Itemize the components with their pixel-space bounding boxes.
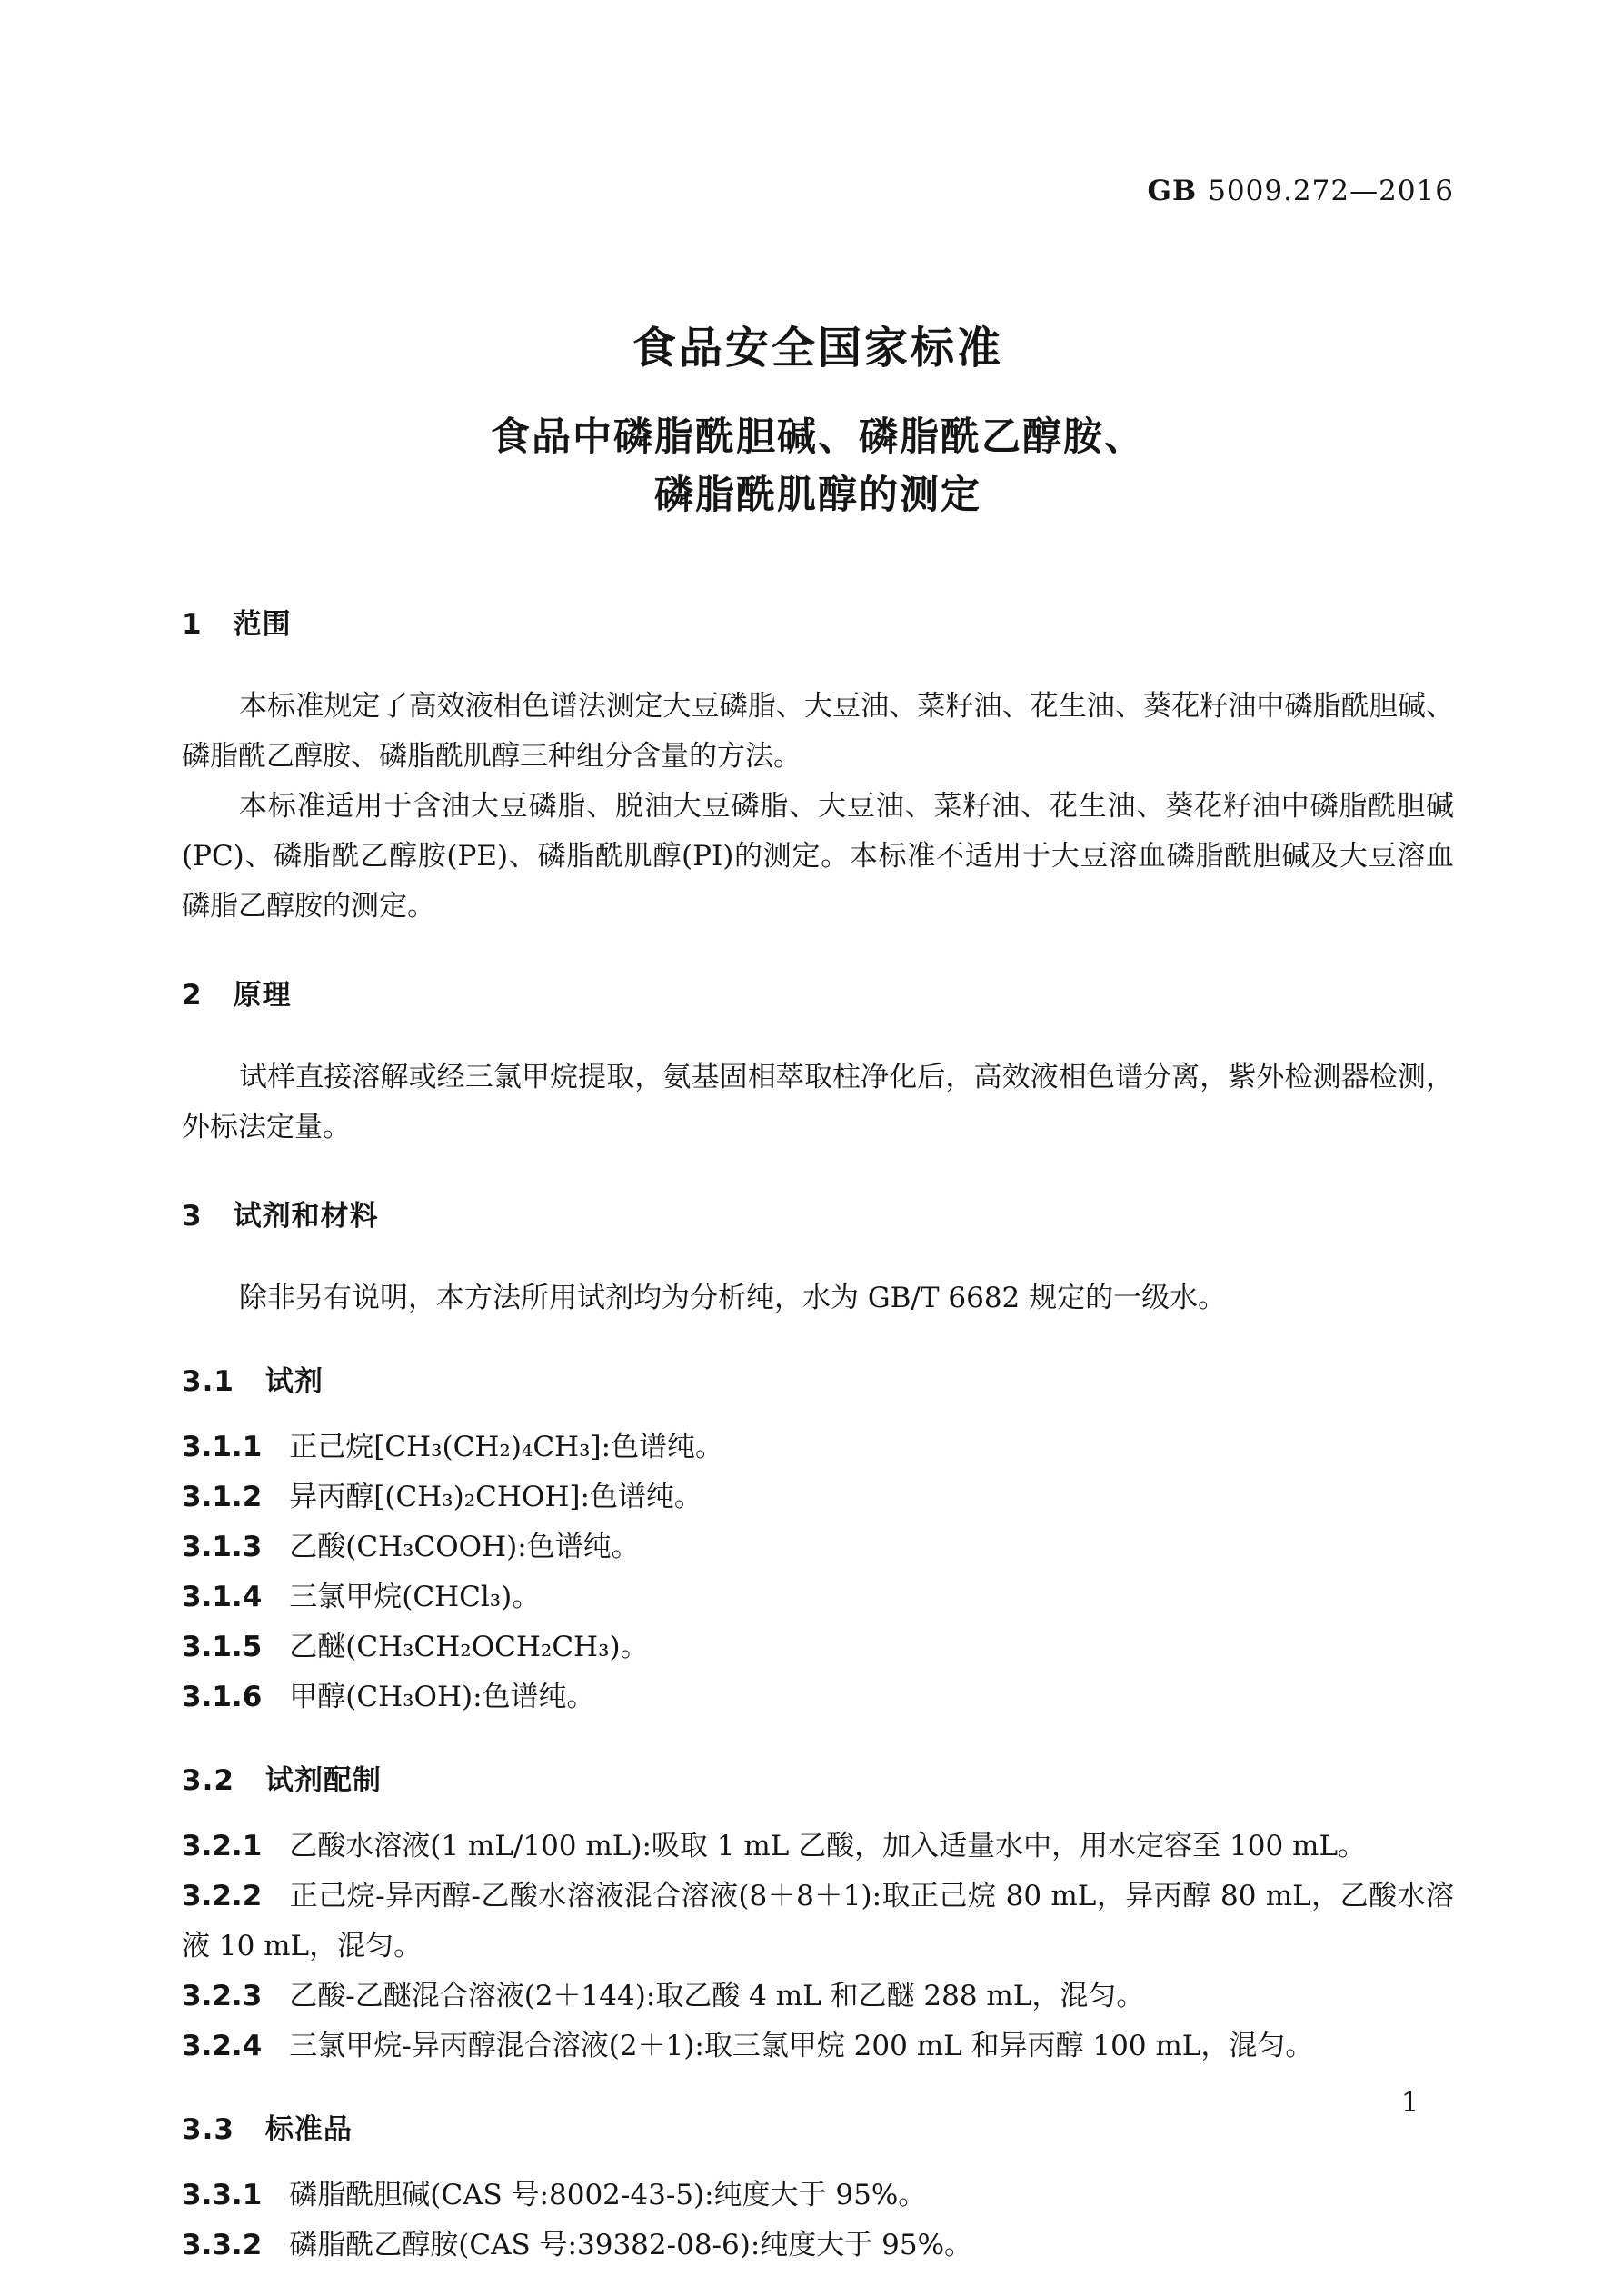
clause-number: 3.1.6 (182, 1681, 263, 1713)
clause-text: 三氯甲烷(CHCl₃)。 (289, 1581, 541, 1613)
subsection-number: 3.3 (182, 2113, 234, 2146)
subsection-title: 试剂配制 (264, 1764, 382, 1797)
clause-number: 3.1.5 (182, 1631, 263, 1663)
clause-item (182, 1822, 1454, 1872)
clause-item (182, 2171, 1454, 2221)
clause-text: 乙酸(CH₃COOH):色谱纯。 (289, 1531, 640, 1563)
reagents-intro-paragraph: 除非另有说明，本方法所用试剂均为分析纯，水为 GB/T 6682 规定的一级水。 (239, 1282, 1227, 1314)
clause-item (182, 1622, 1454, 1672)
standard-number-value: 5009.272—2016 (1208, 175, 1454, 207)
clause-number: 3.3.1 (182, 2179, 263, 2211)
scope-paragraph-1: 本标准规定了高效液相色谱法测定大豆磷脂、大豆油、菜籽油、花生油、葵花籽油中磷脂酰胆碱、磷脂酰乙醇胺、磷脂酰肌醇三种组分含量的方法。 (182, 690, 1454, 773)
clause-number: 3.2.2 (182, 1880, 263, 1912)
subsection-number: 3.2 (182, 1764, 234, 1797)
clause-text: 乙酸水溶液(1 mL/100 mL):吸取 1 mL 乙酸，加入适量水中，用水定容至 100 mL。 (289, 1830, 1367, 1862)
clause-item (182, 1572, 1454, 1622)
clause-item (182, 1472, 1454, 1522)
clause-number: 3.2.3 (182, 1980, 263, 2012)
section-number: 1 (182, 608, 203, 641)
principle-paragraph: 试样直接溶解或经三氯甲烷提取，氨基固相萃取柱净化后，高效液相色谱分离，紫外检测器检测，外标法定量。 (182, 1061, 1454, 1143)
clause-number: 3.2.4 (182, 2030, 263, 2062)
clause-text: 正己烷[CH₃(CH₂)₄CH₃]:色谱纯。 (289, 1431, 724, 1463)
document-subtitle (182, 408, 1454, 524)
standard-number-prefix: GB (1147, 175, 1198, 207)
clause-text: 乙酸-乙醚混合溶液(2＋144):取乙酸 4 mL 和乙醚 288 mL，混匀。 (289, 1980, 1145, 2012)
section-title: 试剂和材料 (233, 1200, 379, 1233)
clause-text: 磷脂酰乙醇胺(CAS 号:39382-08-6):纯度大于 95%。 (289, 2229, 973, 2261)
clause-item (182, 1423, 1454, 1472)
subsection-3-2-heading (182, 1757, 1454, 1798)
clause-number: 3.3.2 (182, 2229, 263, 2261)
clause-item (182, 1522, 1454, 1572)
clause-item (182, 1872, 1454, 1972)
section-scope-heading (182, 601, 1454, 642)
standard-number (182, 175, 1454, 207)
document-title: 食品安全国家标准 (632, 323, 1003, 374)
section-number: 3 (182, 1200, 203, 1233)
clause-text: 三氯甲烷-异丙醇混合溶液(2＋1):取三氯甲烷 200 mL 和异丙醇 100 mL，混匀。 (289, 2030, 1314, 2062)
clause-text: 甲醇(CH₃OH):色谱纯。 (289, 1681, 595, 1713)
clause-item (182, 1672, 1454, 1722)
subsection-title: 标准品 (264, 2113, 353, 2146)
clause-item (182, 2221, 1454, 2271)
clause-number: 3.1.2 (182, 1481, 263, 1513)
section-reagents-heading (182, 1193, 1454, 1233)
clause-text: 磷脂酰胆碱(CAS 号:8002-43-5):纯度大于 95%。 (289, 2179, 927, 2211)
subsection-number: 3.1 (182, 1365, 234, 1398)
clause-item (182, 1972, 1454, 2021)
clause-number: 3.2.1 (182, 1830, 263, 1862)
section-title: 原理 (233, 979, 292, 1012)
clause-number: 3.1.3 (182, 1531, 263, 1563)
subsection-3-1-heading (182, 1358, 1454, 1399)
clause-number: 3.1.4 (182, 1581, 263, 1613)
document-subtitle-line1: 食品中磷脂酰胆碱、磷脂酰乙醇胺、 (491, 414, 1145, 460)
clause-text: 乙醚(CH₃CH₂OCH₂CH₃)。 (289, 1631, 649, 1663)
clause-text: 异丙醇[(CH₃)₂CHOH]:色谱纯。 (289, 1481, 702, 1513)
section-number: 2 (182, 979, 203, 1012)
document-subtitle-line2: 磷脂酰肌醇的测定 (654, 473, 981, 518)
clause-text: 正己烷-异丙醇-乙酸水溶液混合溶液(8＋8＋1):取正己烷 80 mL，异丙醇 80 mL，乙酸水溶液 10 mL，混匀。 (182, 1880, 1454, 1962)
subsection-3-3-heading (182, 2106, 1454, 2147)
clause-item (182, 2021, 1454, 2071)
page-number: 1 (1401, 2087, 1419, 2119)
subsection-title: 试剂 (264, 1365, 324, 1398)
clause-number: 3.1.1 (182, 1431, 263, 1463)
scope-paragraph-2: 本标准适用于含油大豆磷脂、脱油大豆磷脂、大豆油、菜籽油、花生油、葵花籽油中磷脂酰胆碱(PC)、磷脂酰乙醇胺(PE)、磷脂酰肌醇(PI)的测定。本标准不适用于大豆溶血磷脂酰胆碱及大豆溶血磷脂乙醇胺的测定。 (182, 790, 1454, 923)
section-principle-heading (182, 972, 1454, 1013)
section-title: 范围 (233, 608, 292, 641)
